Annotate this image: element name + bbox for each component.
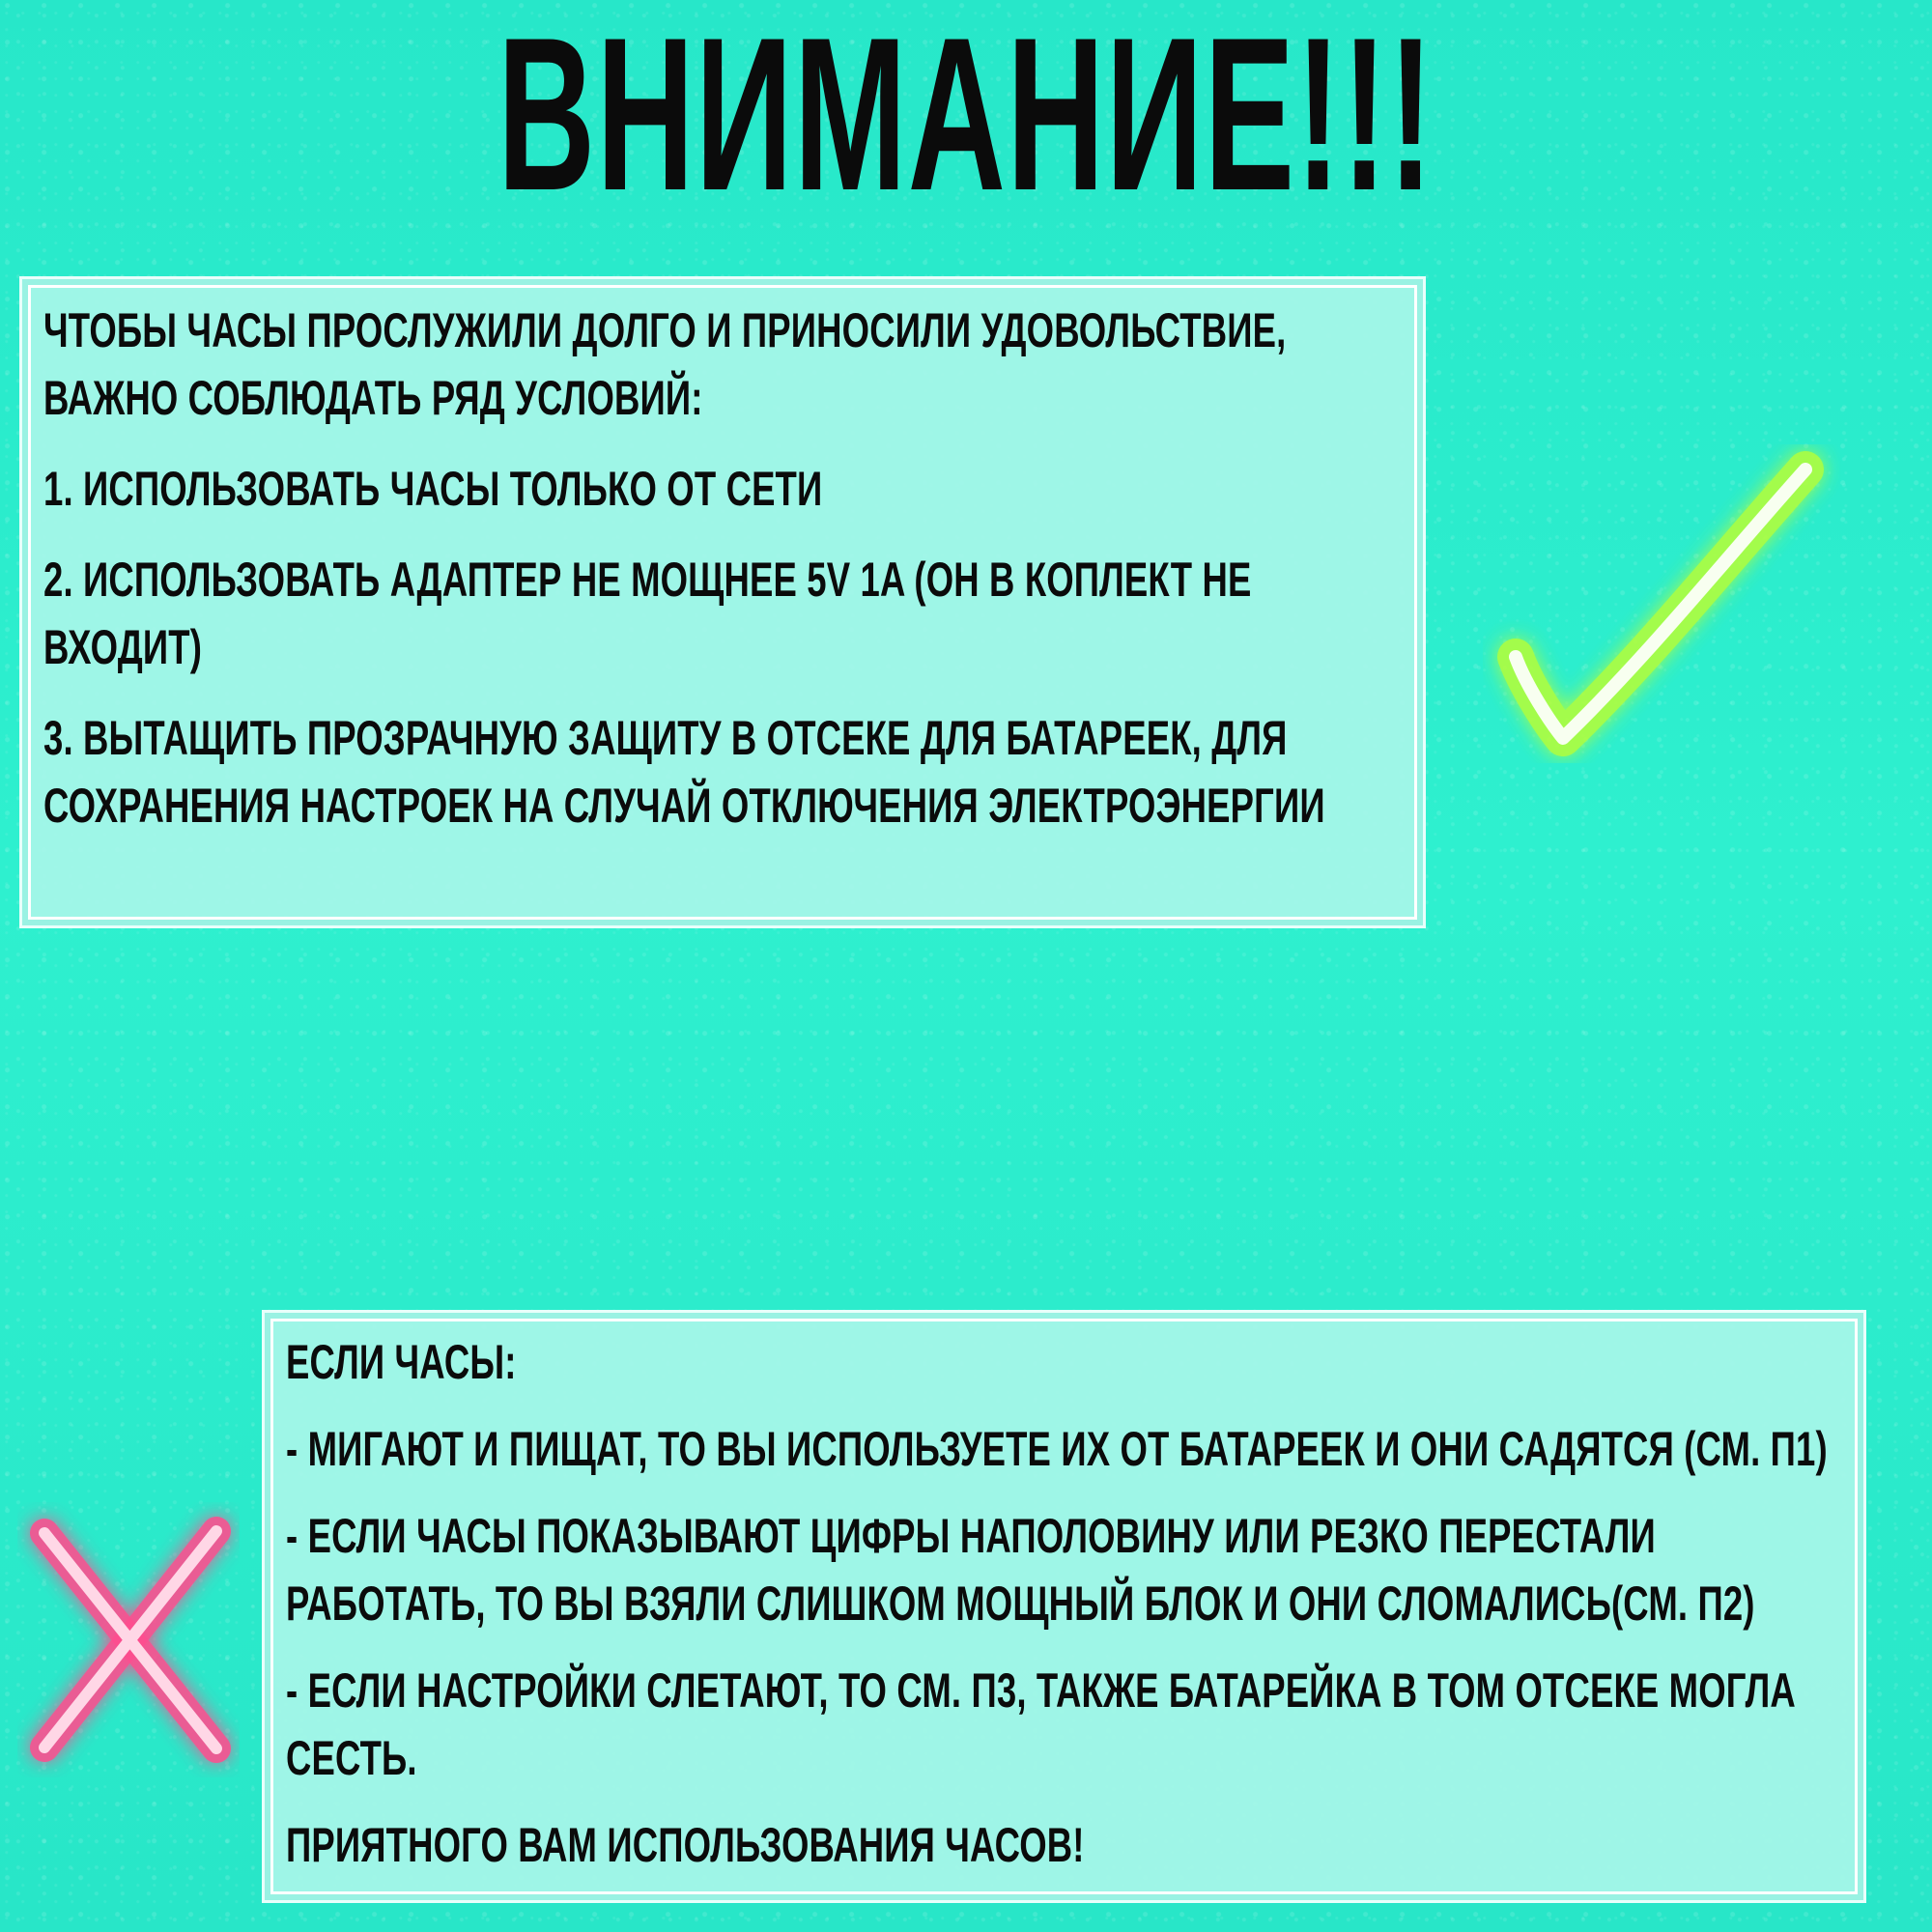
instructions-text xyxy=(43,297,1405,839)
troubleshooting-item-3: - ЕСЛИ НАСТРОЙКИ СЛЕТАЮТ, ТО СМ. П3, ТАКЖЕ БАТАРЕЙКА В ТОМ ОТСЕКЕ МОГЛА СЕСТЬ. xyxy=(286,1663,1796,1785)
troubleshooting-text xyxy=(286,1328,1859,1879)
checkmark-icon xyxy=(1483,444,1840,763)
instruction-item-1: 1. ИСПОЛЬЗОВАТЬ ЧАСЫ ТОЛЬКО ОТ СЕТИ xyxy=(43,462,823,516)
page-title: ВНИМАНИЕ!!! xyxy=(497,0,1435,236)
cross-icon xyxy=(17,1502,240,1777)
instruction-item-3: 3. ВЫТАЩИТЬ ПРОЗРАЧНУЮ ЗАЩИТУ В ОТСЕКЕ ДЛЯ БАТАРЕЕК, ДЛЯ СОХРАНЕНИЯ НАСТРОЕК НА СЛУЧАЙ ОТКЛЮЧЕНИЯ ЭЛЕКТРОЭНЕРГИИ xyxy=(43,711,1325,833)
instruction-item-2: 2. ИСПОЛЬЗОВАТЬ АДАПТЕР НЕ МОЩНЕЕ 5V 1A (ОН В КОПЛЕКТ НЕ ВХОДИТ) xyxy=(43,553,1252,674)
instructions-intro: ЧТОБЫ ЧАСЫ ПРОСЛУЖИЛИ ДОЛГО И ПРИНОСИЛИ УДОВОЛЬСТВИЕ, ВАЖНО СОБЛЮДАТЬ РЯД УСЛОВИЙ: xyxy=(43,303,1287,425)
troubleshooting-item-2: - ЕСЛИ ЧАСЫ ПОКАЗЫВАЮТ ЦИФРЫ НАПОЛОВИНУ ИЛИ РЕЗКО ПЕРЕСТАЛИ РАБОТАТЬ, ТО ВЫ ВЗЯЛИ СЛИШКОМ МОЩНЫЙ БЛОК И ОНИ СЛОМАЛИСЬ(СМ. П2) xyxy=(286,1509,1755,1631)
troubleshooting-intro: ЕСЛИ ЧАСЫ: xyxy=(286,1335,517,1389)
instructions-panel xyxy=(19,276,1426,928)
troubleshooting-item-1: - МИГАЮТ И ПИЩАТ, ТО ВЫ ИСПОЛЬЗУЕТЕ ИХ ОТ БАТАРЕЕК И ОНИ САДЯТСЯ (СМ. П1) xyxy=(286,1422,1828,1476)
troubleshooting-panel xyxy=(262,1310,1866,1903)
closing-message: ПРИЯТНОГО ВАМ ИСПОЛЬЗОВАНИЯ ЧАСОВ! xyxy=(286,1818,1085,1872)
